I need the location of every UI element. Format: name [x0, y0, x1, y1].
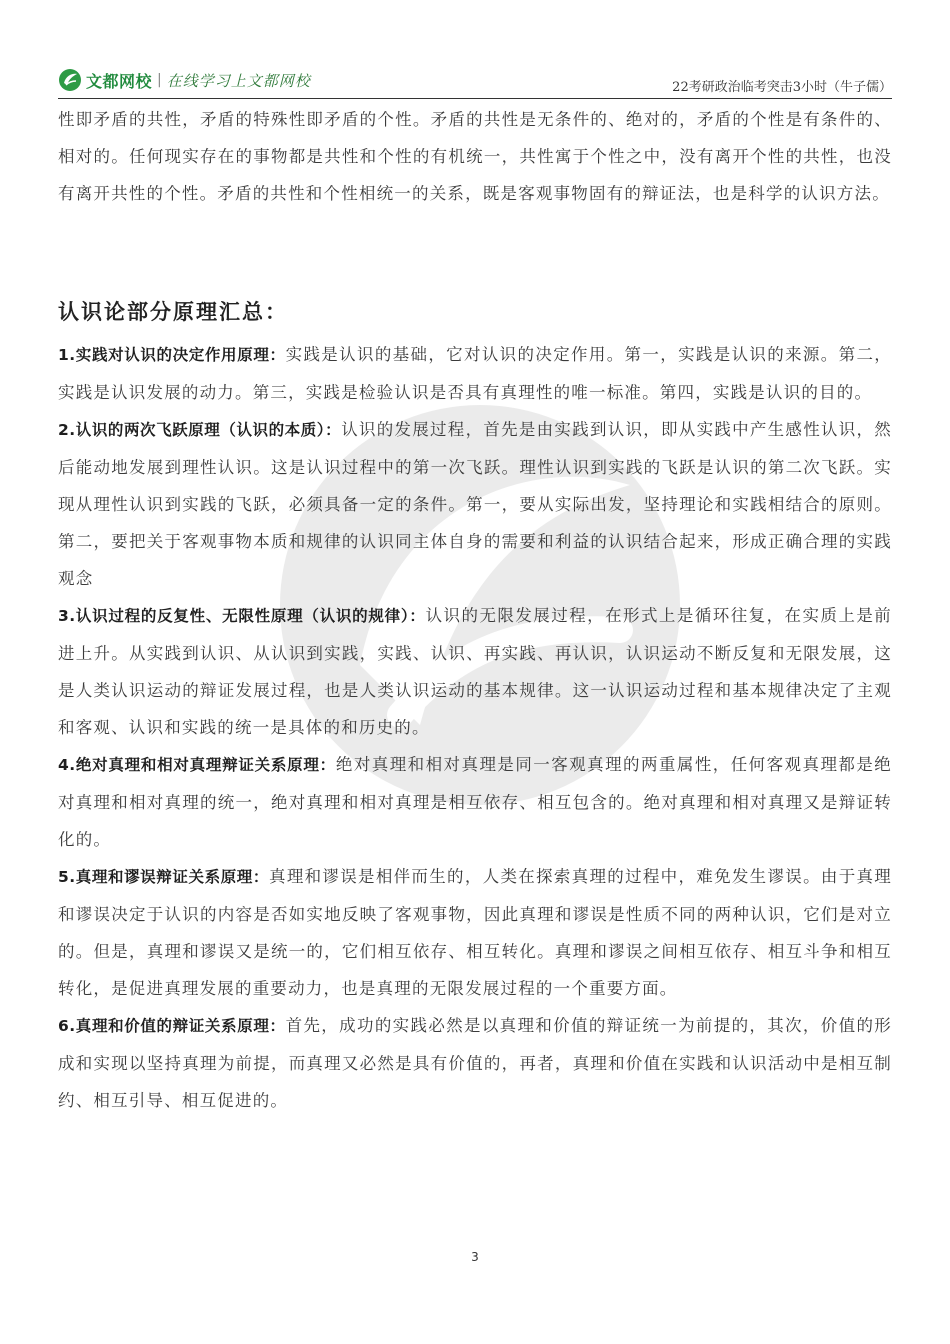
principle-heading: 3.认识过程的反复性、无限性原理（认识的规律）：: [58, 607, 426, 625]
principle-item-5: [58, 858, 892, 1007]
principle-item-6: [58, 1007, 892, 1119]
principle-text: 绝对真理和相对真理是同一客观真理的两重属性，任何客观真理都是绝对真理和相对真理的统一，绝对真理和相对真理是相互依存、相互包含的。绝对真理和相对真理又是辩证转化的。: [58, 755, 892, 849]
principle-text: 实践是认识的基础，它对认识的决定作用。第一，实践是认识的来源。第二，实践是认识发展的动力。第三，实践是检验认识是否具有真理性的唯一标准。第四，实践是认识的目的。: [58, 345, 892, 402]
principle-text: 真理和谬误是相伴而生的，人类在探索真理的过程中，难免发生谬误。由于真理和谬误决定于认识的内容是否如实地反映了客观事物，因此真理和谬误是性质不同的两种认识，它们是对立的。但是，真理和谬误又是统一的，它们相互依存、相互转化。真理和谬误之间相互依存、相互斗争和相互转化，是促进真理发展的重要动力，也是真理的无限发展过程的一个重要方面。: [58, 867, 892, 998]
principle-item-2: [58, 411, 892, 597]
principle-heading: 1.实践对认识的决定作用原理：: [58, 346, 286, 364]
principle-heading: 6.真理和价值的辩证关系原理：: [58, 1017, 286, 1035]
section-title: 认识论部分原理汇总：: [58, 299, 288, 324]
intro-paragraph: 性即矛盾的共性，矛盾的特殊性即矛盾的个性。矛盾的共性是无条件的、绝对的，矛盾的个性是有条件的、相对的。任何现实存在的事物都是共性和个性的有机统一，共性寓于个性之中，没有离开个性的共性，也没有离开共性的个性。矛盾的共性和个性相统一的关系，既是客观事物固有的辩证法，也是科学的认识方法。: [58, 110, 892, 203]
brand-logo: [58, 68, 311, 92]
logo-separator: |: [157, 72, 162, 88]
principle-text: 首先，成功的实践必然是以真理和价值的辩证统一为前提的，其次，价值的形成和实现以坚持真理为前提，而真理又必然是具有价值的，再者，真理和价值在实践和认识活动中是相互制约、相互引导、相互促进的。: [58, 1016, 892, 1110]
page-header: [58, 64, 892, 99]
document-title: 22考研政治临考突击3小时（牛子儒）: [672, 80, 892, 95]
principles-list: [58, 336, 892, 1119]
brand-slogan: 在线学习上文都网校: [166, 71, 311, 90]
principle-item-3: [58, 597, 892, 746]
page-number: 3: [471, 1250, 479, 1264]
principle-item-1: [58, 336, 892, 411]
brand-name: 文都网校: [86, 71, 153, 91]
principle-heading: 4.绝对真理和相对真理辩证关系原理：: [58, 756, 336, 774]
principle-item-4: [58, 746, 892, 858]
principle-heading: 2.认识的两次飞跃原理（认识的本质）：: [58, 421, 342, 439]
principle-text: 认识的无限发展过程，在形式上是循环往复，在实质上是前进上升。从实践到认识、从认识到实践，实践、认识、再实践、再认识，认识运动不断反复和无限发展，这是人类认识运动的辩证发展过程，也是人类认识运动的基本规律。这一认识运动过程和基本规律决定了主观和客观、认识和实践的统一是具体的和历史的。: [58, 606, 892, 737]
brand-leaf-icon: [58, 68, 82, 92]
principle-heading: 5.真理和谬误辩证关系原理：: [58, 868, 270, 886]
principle-text: 认识的发展过程，首先是由实践到认识，即从实践中产生感性认识，然后能动地发展到理性认识。这是认识过程中的第一次飞跃。理性认识到实践的飞跃是认识的第二次飞跃。实现从理性认识到实践的飞跃，必须具备一定的条件。第一，要从实际出发，坚持理论和实践相结合的原则。第二，要把关于客观事物本质和规律的认识同主体自身的需要和利益的认识结合起来，形成正确合理的实践观念: [58, 420, 892, 588]
intro-section: [58, 101, 892, 212]
